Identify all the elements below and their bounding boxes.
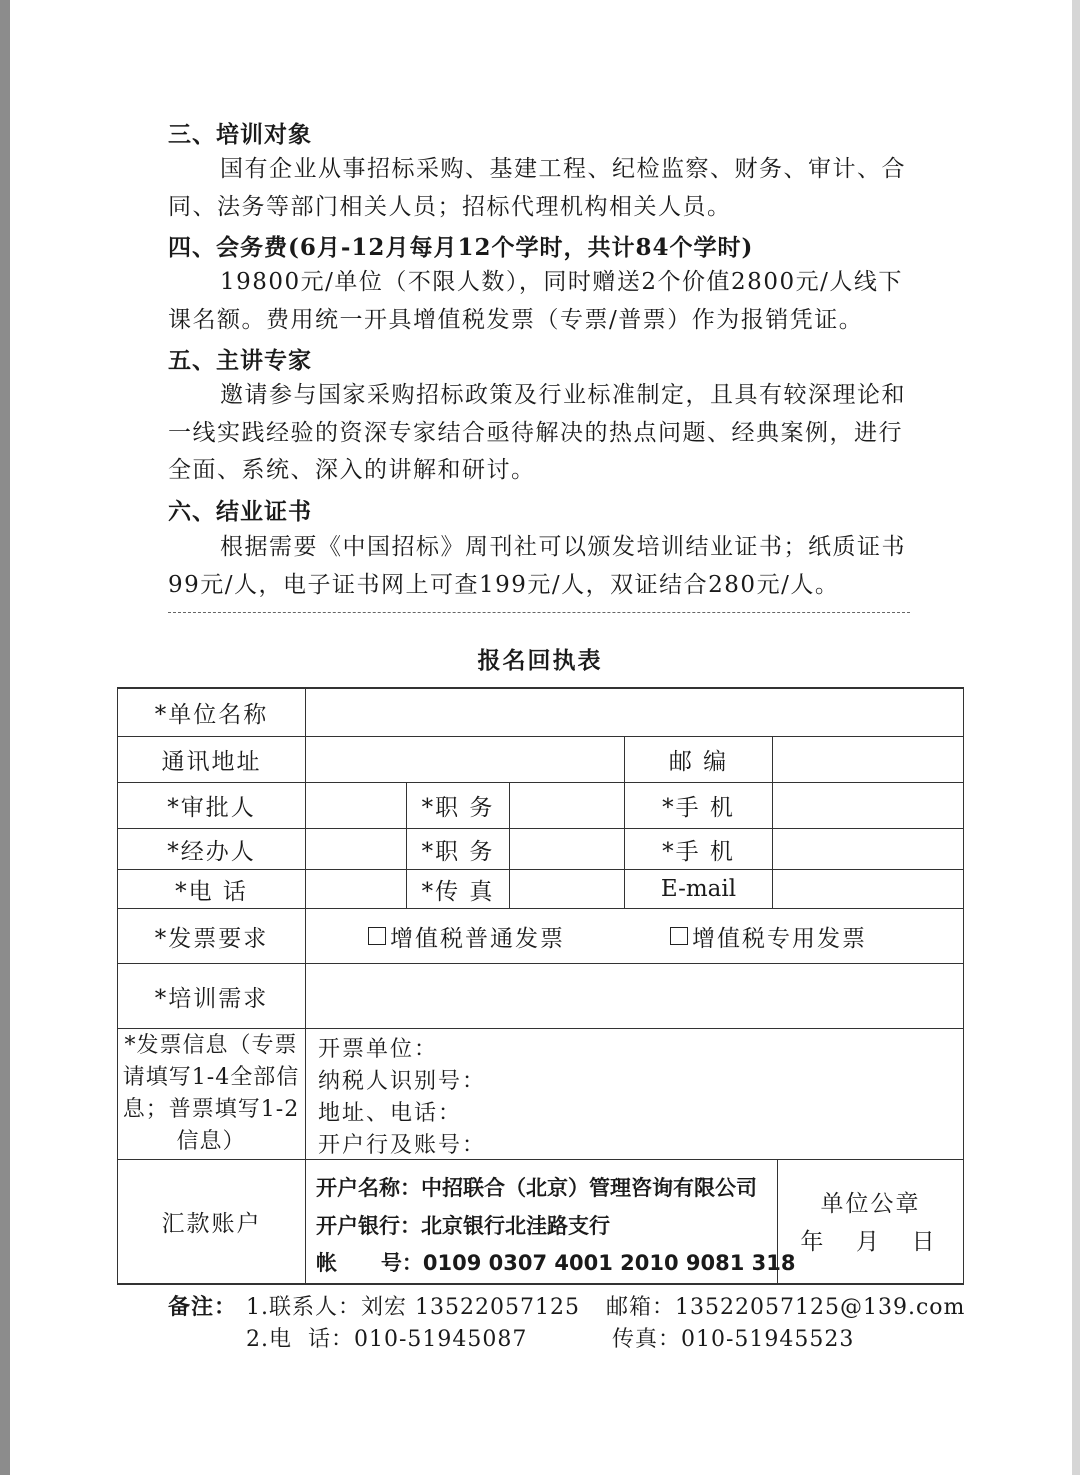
section-title-fee: 四、会务费(6月-12月每月12个学时，共计84个学时) [168,234,754,261]
checkbox-icon[interactable] [368,927,386,945]
label-handler-mobile: *手 机 [662,838,735,865]
label-remit-account: 汇款账户 [161,1211,262,1237]
invoice-field-taxid[interactable]: 纳税人识别号： [318,1069,487,1094]
label-email: E-mail [660,876,737,902]
section-title-audience: 三、培训对象 [168,121,312,148]
invoice-option-normal[interactable]: 增值税普通发票 [368,909,628,963]
note-fax: 传真：010-51945523 [612,1327,855,1352]
label-training-need: *培训需求 [154,985,269,1012]
handler-position-field[interactable] [510,829,624,869]
approver-position-field[interactable] [510,783,624,828]
invoice-option-special[interactable]: 增值税专用发票 [670,909,930,963]
bank-account-name: 开户名称：中招联合（北京）管理咨询有限公司 [316,1176,757,1200]
note-label: 备注： [168,1294,238,1320]
dashed-separator [168,612,910,613]
label-postcode: 邮 编 [668,749,729,775]
label-invoice-info: *发票信息（专票请填写1-4全部信息；普票填写1-2信息） [122,1033,300,1154]
section-title-certificate: 六、结业证书 [168,498,312,525]
label-unit-name: *单位名称 [154,702,269,728]
training-need-field[interactable] [306,964,963,1028]
address-field[interactable] [306,737,624,782]
label-handler-position: *职 务 [421,838,495,865]
bank-account-number: 帐 号：0109 0307 4001 2010 9081 318 [316,1251,796,1275]
email-field[interactable] [773,870,963,908]
label-invoice-requirement: *发票要求 [154,925,269,952]
viewer-right-edge [1072,0,1080,1475]
note-email: 邮箱：13522057125@139.com [606,1295,966,1320]
approver-mobile-field[interactable] [773,783,963,828]
seal-date: 年 月 日 [800,1228,941,1255]
approver-field[interactable] [306,783,406,828]
checkbox-icon[interactable] [670,927,688,945]
note-contact: 1.联系人：刘宏 13522057125 [246,1295,580,1320]
viewer-left-edge [0,0,10,1475]
form-title: 报名回执表 [477,647,603,674]
unit-name-field[interactable] [306,689,963,736]
label-handler: *经办人 [167,838,256,865]
bank-name: 开户银行：北京银行北洼路支行 [316,1214,610,1238]
invoice-field-bank-account[interactable]: 开户行及账号： [318,1133,487,1158]
section-title-experts: 五、主讲专家 [168,347,312,374]
label-fax: *传 真 [421,878,495,905]
postcode-field[interactable] [773,737,963,782]
section-body-certificate: 根据需要《中国招标》周刊社可以颁发培训结业证书；纸质证书99元/人，电子证书网上可查199元/人，双证结合280元/人。 [168,534,906,598]
label-phone: *电 话 [175,878,248,905]
invoice-field-address-phone[interactable]: 地址、电话： [318,1101,463,1126]
handler-field[interactable] [306,829,406,869]
label-approver: *审批人 [167,795,256,821]
section-body-audience: 国有企业从事招标采购、基建工程、纪检监察、财务、审计、合同、法务等部门相关人员；招标代理机构相关人员。 [168,156,906,220]
label-approver-position: *职 务 [421,795,495,821]
phone-field[interactable] [306,870,406,908]
seal-label: 单位公章 [820,1190,921,1217]
fax-field[interactable] [510,870,624,908]
label-approver-mobile: *手 机 [662,795,735,821]
invoice-field-unit[interactable]: 开票单位： [318,1037,439,1062]
handler-mobile-field[interactable] [773,829,963,869]
section-body-fee: 19800元/单位（不限人数），同时赠送2个价值2800元/人线下课名额。费用统一开具增值税发票（专票/普票）作为报销凭证。 [168,269,903,333]
section-body-experts: 邀请参与国家采购招标政策及行业标准制定，且具有较深理论和一线实践经验的资深专家结合亟待解决的热点问题、经典案例，进行全面、系统、深入的讲解和研讨。 [168,382,906,483]
label-address: 通讯地址 [161,749,262,775]
note-phone: 2.电 话：010-51945087 [246,1327,528,1352]
